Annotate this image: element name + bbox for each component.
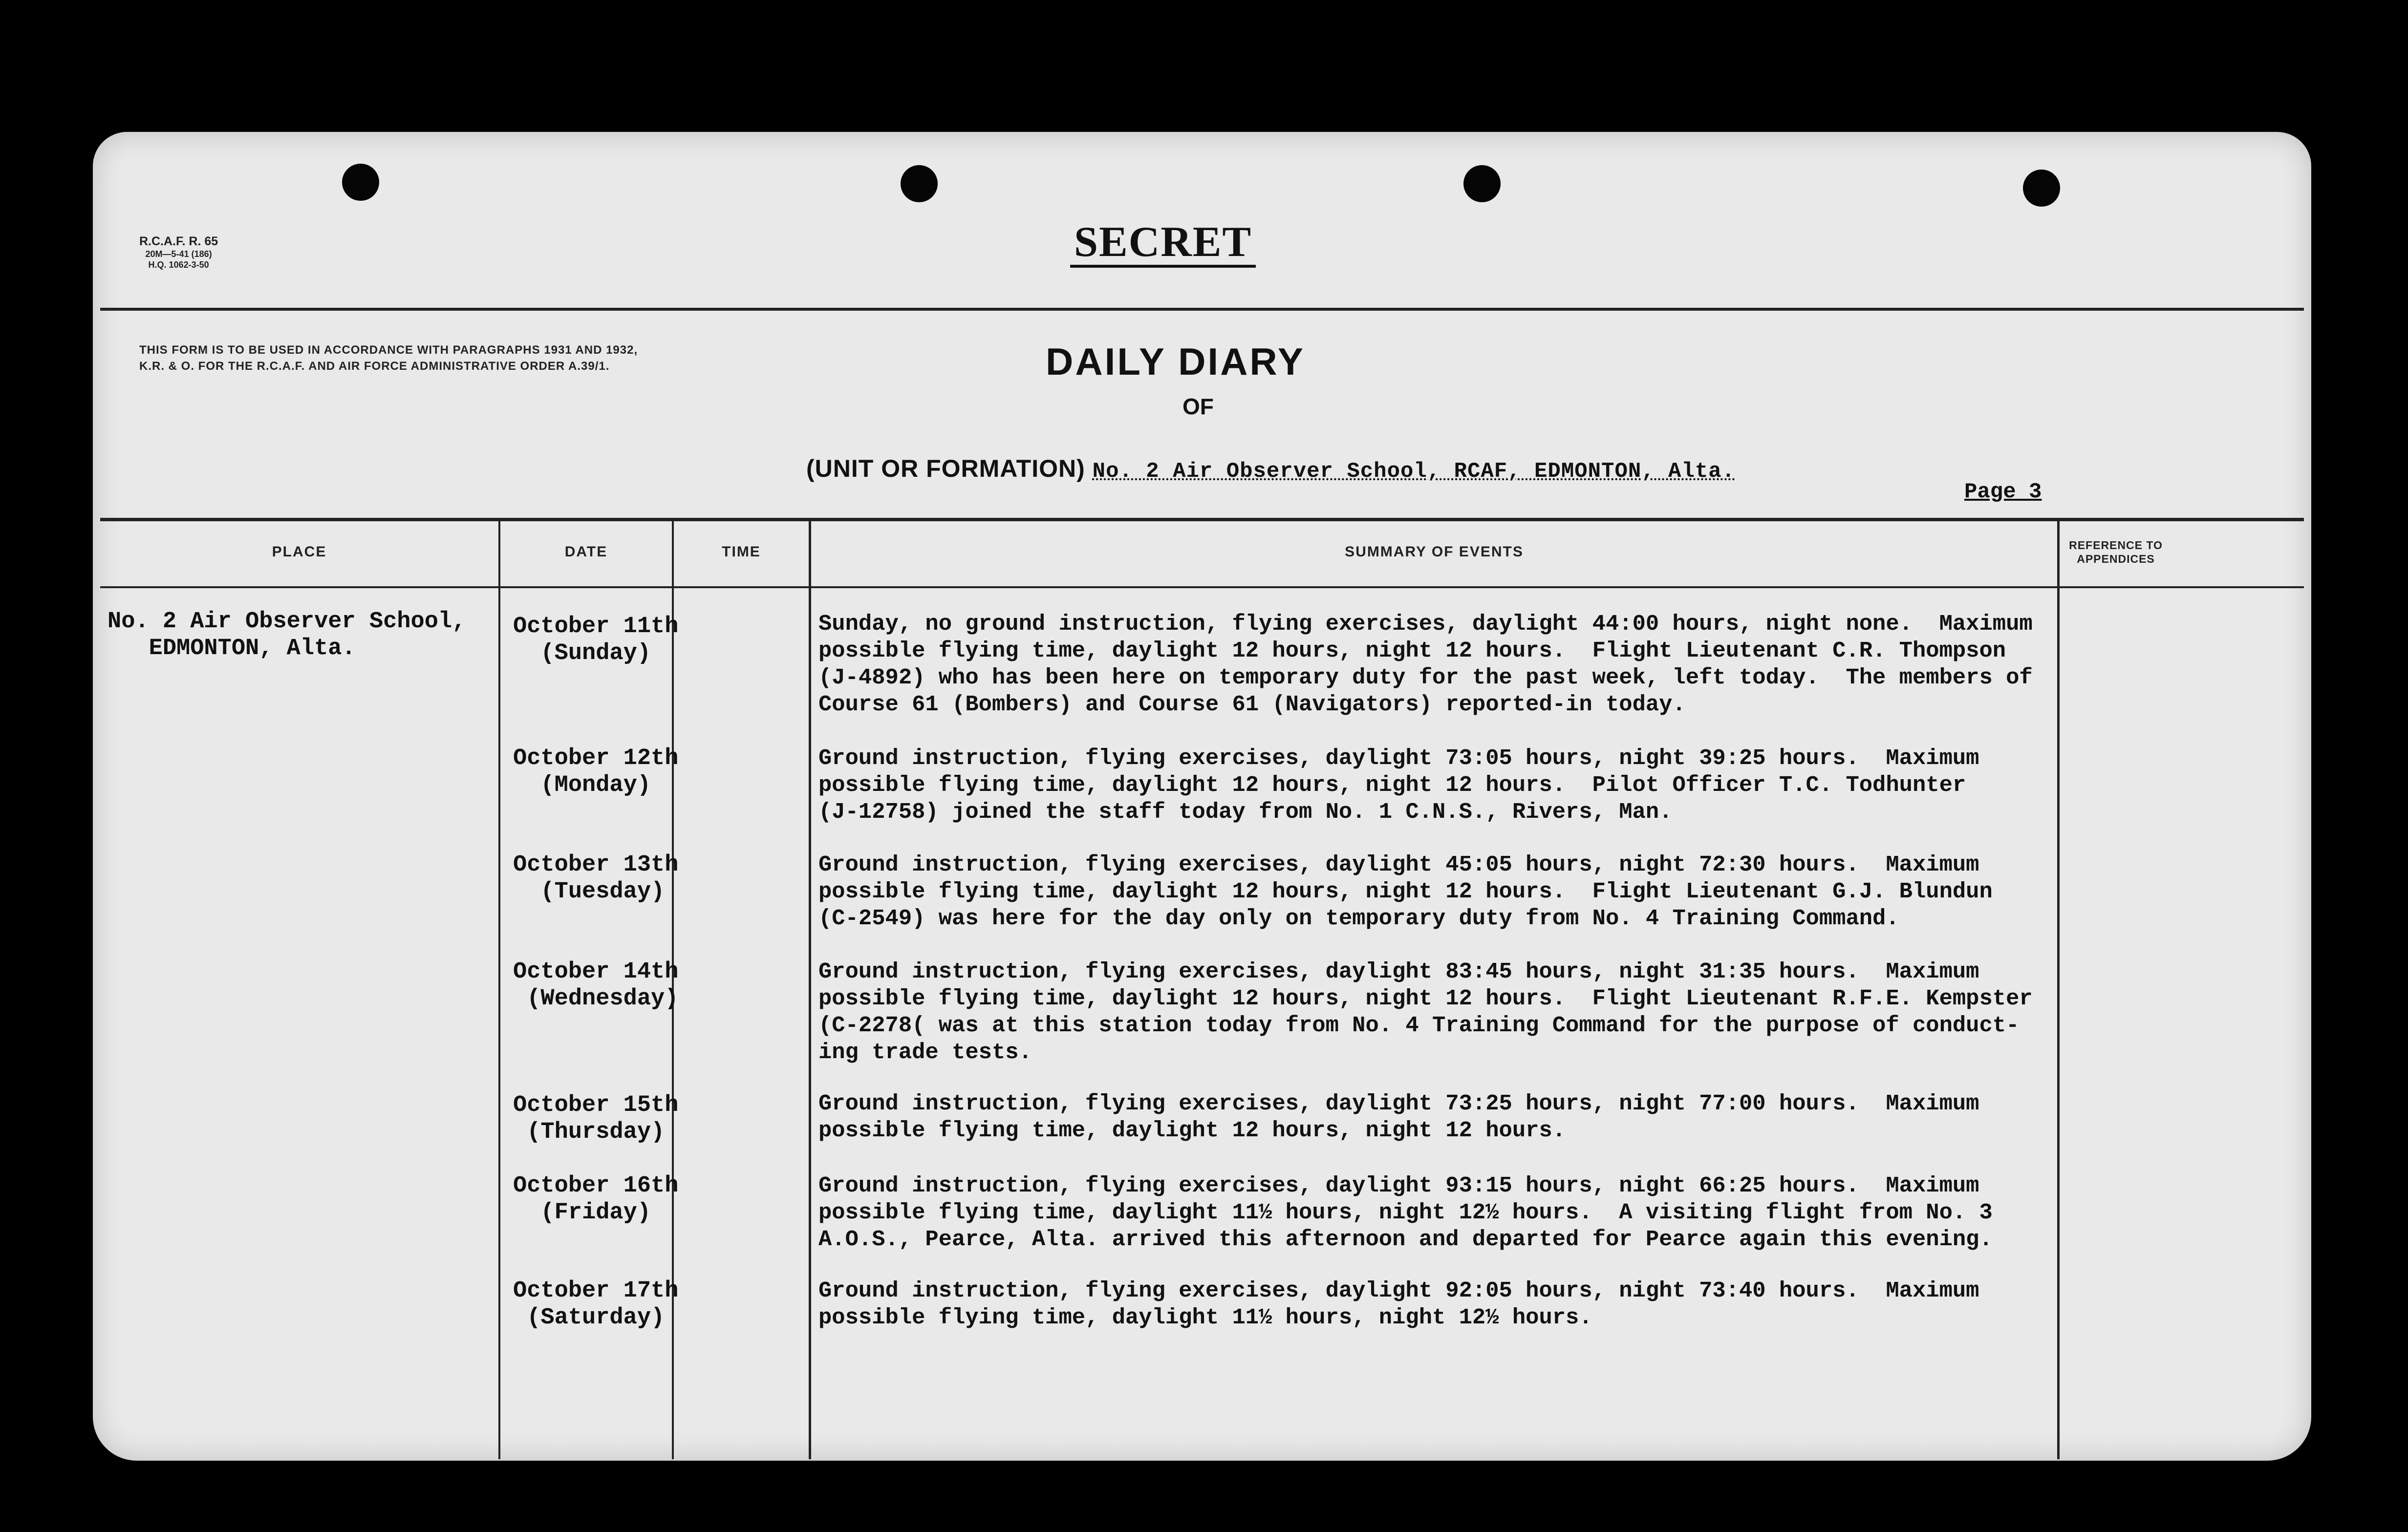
print-line: 20M—5-41 (186) [145, 249, 212, 259]
punch-hole [342, 164, 379, 201]
punch-hole [1463, 165, 1501, 202]
column-header-summary: SUMMARY OF EVENTS [1345, 544, 1524, 560]
summary-entry: Ground instruction, flying exercises, daylight 73:05 hours, night 39:25 hours. Maximum possible flying time, daylight 12 hours, night 12 hours. Pilot Officer T.C. Todhunter (J-12758) joined the staff today from No. 1 C.N.S., Rivers, Man. [818, 745, 1979, 825]
column-divider [2057, 521, 2060, 1459]
form-number: R.C.A.F. R. 65 [139, 234, 218, 248]
header-rule [100, 308, 2304, 311]
date-entry: October 16th (Friday) [513, 1173, 679, 1226]
unit-line [806, 454, 1735, 484]
date-entry: October 11th (Sunday) [513, 614, 679, 666]
punch-hole [901, 165, 938, 202]
date-entry: October 13th (Tuesday) [513, 852, 679, 905]
column-header-reference: REFERENCE TO APPENDICES [2069, 539, 2163, 565]
column-header-time: TIME [722, 544, 761, 560]
punch-hole [2023, 170, 2060, 207]
summary-entry: Ground instruction, flying exercises, daylight 83:45 hours, night 31:35 hours. Maximum possible flying time, daylight 12 hours, night 12 hours. Flight Lieutenant R.F.E. Kempster (C-2278( was at this station today from No. 4 Training Command for the purpose of conduct- ing trade tests. [818, 959, 2033, 1065]
date-entry: October 12th (Monday) [513, 745, 679, 798]
print-line: H.Q. 1062-3-50 [148, 260, 209, 270]
column-divider [498, 521, 500, 1459]
column-divider [809, 521, 811, 1459]
form-number-block [139, 234, 218, 270]
date-entry: October 14th (Wednesday) [513, 959, 679, 1012]
form-instructions: THIS FORM IS TO BE USED IN ACCORDANCE WITH PARAGRAPHS 1931 AND 1932, K.R. & O. FOR THE R.C.A.F. AND AIR FORCE ADMINISTRATIVE ORDER A.39/1. [139, 343, 638, 373]
summary-entry: Ground instruction, flying exercises, daylight 45:05 hours, night 72:30 hours. Maximum possible flying time, daylight 12 hours, night 12 hours. Flight Lieutenant G.J. Blundun (C-2549) was here for the day only on temporary duty from No. 4 Training Command. [818, 852, 1993, 931]
summary-entry: Ground instruction, flying exercises, daylight 92:05 hours, night 73:40 hours. Maximum possible flying time, daylight 11½ hours, night 12½ hours. [818, 1278, 1979, 1330]
date-entry: October 17th (Saturday) [513, 1278, 679, 1331]
summary-entry: Ground instruction, flying exercises, daylight 73:25 hours, night 77:00 hours. Maximum possible flying time, daylight 12 hours, night 12 hours. [818, 1091, 1979, 1143]
diary-form-card [93, 132, 2311, 1461]
summary-entry: Sunday, no ground instruction, flying exercises, daylight 44:00 hours, night none. Maximum possible flying time, daylight 12 hours, night 12 hours. Flight Lieutenant C.R. Thompson (J-4892) who has been here on temporary duty for the past week, left today. The members of Course 61 (Bombers) and Course 61 (Navigators) reported-in today. [818, 611, 2033, 717]
form-title-of: OF [1182, 394, 1214, 419]
unit-label: (UNIT OR FORMATION) [806, 455, 1085, 482]
page-number: Page 3 [1964, 480, 2042, 504]
header-bottom-rule [100, 586, 2304, 588]
column-header-date: DATE [564, 544, 608, 560]
unit-value: No. 2 Air Observer School, RCAF, EDMONTON, Alta. [1092, 459, 1736, 484]
classification-heading: SECRET [1070, 220, 1256, 268]
summary-entry: Ground instruction, flying exercises, daylight 93:15 hours, night 66:25 hours. Maximum possible flying time, daylight 11½ hours, night 12½ hours. A visiting flight from No. 3 A.O.S., Pearce, Alta. arrived this afternoon and departed for Pearce again this evening. [818, 1173, 1993, 1252]
place-entry: No. 2 Air Observer School, EDMONTON, Alta. [108, 609, 466, 661]
column-header-place: PLACE [272, 544, 327, 560]
form-title: DAILY DIARY [1046, 340, 1305, 383]
date-entry: October 15th (Thursday) [513, 1092, 679, 1145]
